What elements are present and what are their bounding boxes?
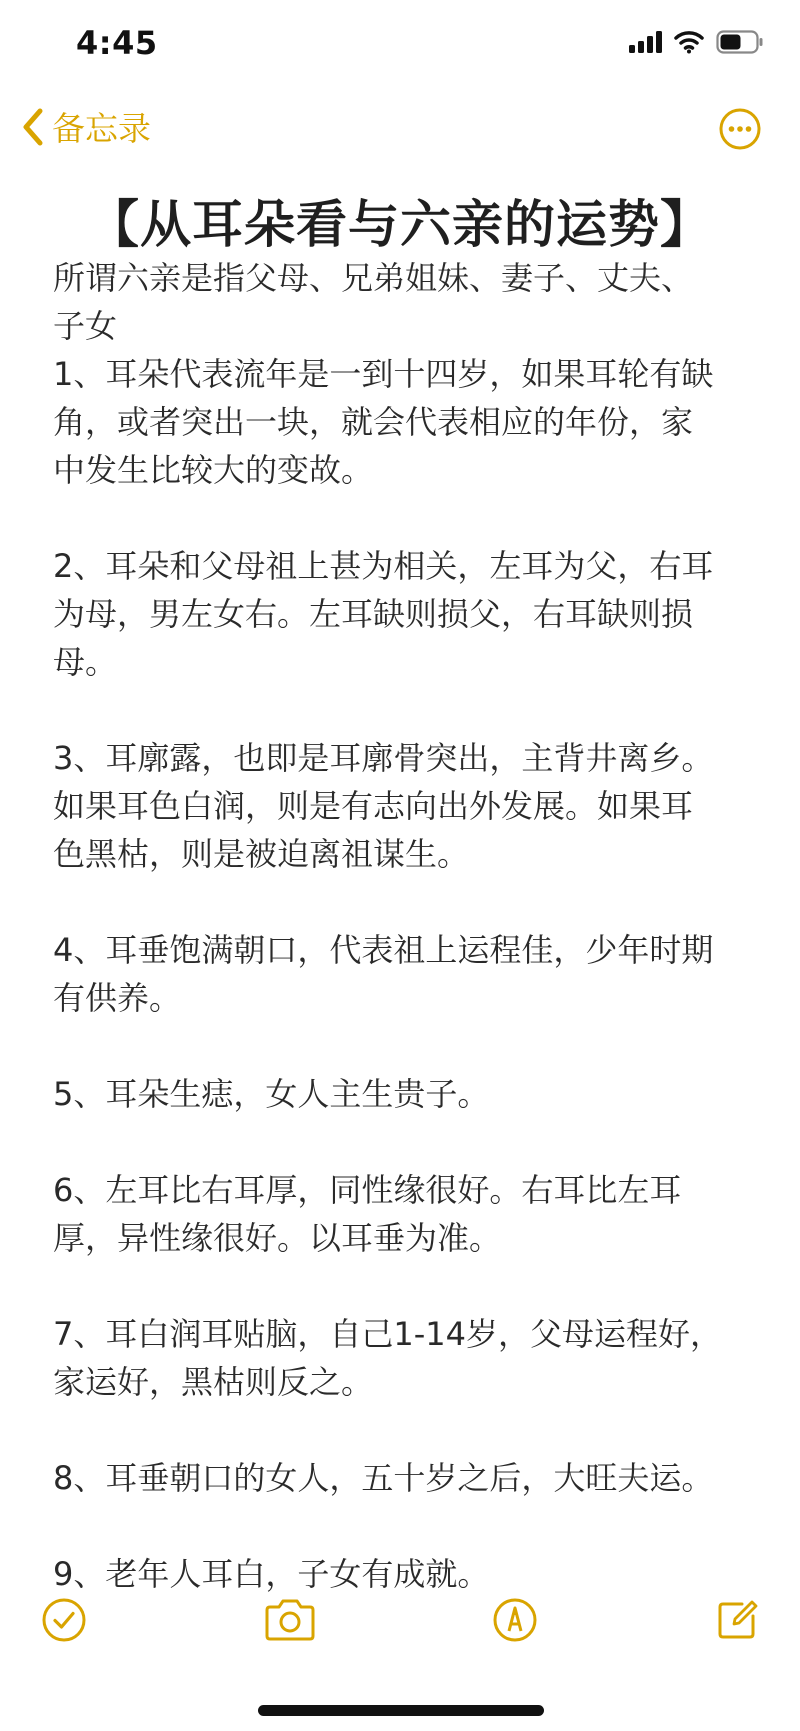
- more-icon: [718, 107, 762, 151]
- checklist-icon: [39, 1595, 89, 1645]
- compose-button[interactable]: [712, 1595, 762, 1645]
- back-label: 备忘录: [52, 109, 151, 148]
- back-button[interactable]: [22, 103, 151, 150]
- note-line: 1、耳朵代表流年是一到十四岁，如果耳轮有缺: [53, 355, 714, 393]
- checklist-button[interactable]: [39, 1595, 89, 1645]
- note-line: [53, 1262, 753, 1310]
- status-time: 4:45: [76, 24, 158, 62]
- note-title: 【从耳朵看与六亲的运势】: [87, 196, 712, 255]
- note-line: 8、耳垂朝口的女人，五十岁之后，大旺夫运。: [53, 1459, 714, 1497]
- more-button[interactable]: [718, 107, 762, 151]
- note-line: [53, 1406, 753, 1454]
- note-line: 4、耳垂饱满朝口，代表祖上运程佳，少年时期: [53, 931, 714, 969]
- note-line: 9、老年人耳白，子女有成就。: [53, 1555, 490, 1593]
- note-line: 如果耳色白润，则是有志向出外发展。如果耳: [53, 787, 694, 825]
- note-line: 角，或者突出一块，就会代表相应的年份，家: [53, 403, 694, 441]
- note-line: 2、耳朵和父母祖上甚为相关，左耳为父，右耳: [53, 547, 714, 585]
- note-line: [53, 1502, 753, 1550]
- compose-icon: [712, 1595, 762, 1645]
- note-line: [53, 1022, 753, 1070]
- note-body[interactable]: [53, 254, 753, 1598]
- note-line: [53, 1118, 753, 1166]
- note-line: 所谓六亲是指父母、兄弟姐妹、妻子、丈夫、: [53, 259, 694, 297]
- note-line: [53, 494, 753, 542]
- note-line: 厚，异性缘很好。以耳垂为准。: [53, 1219, 502, 1257]
- navigation-bar: [0, 95, 800, 165]
- note-line: 子女: [53, 307, 118, 345]
- note-line: [53, 878, 753, 926]
- note-line: 5、耳朵生痣，女人主生贵子。: [53, 1075, 490, 1113]
- battery-icon: [716, 30, 764, 54]
- signal-icon: [629, 31, 662, 53]
- bottom-toolbar: [0, 1595, 800, 1655]
- status-icons: [629, 30, 764, 54]
- note-line: 家运好，黑枯则反之。: [53, 1363, 374, 1401]
- wifi-icon: [674, 30, 704, 54]
- camera-icon: [262, 1595, 318, 1645]
- note-line: 3、耳廓露，也即是耳廓骨突出，主背井离乡。: [53, 739, 714, 777]
- note-line: 7、耳白润耳贴脑，自己1-14岁，父母运程好，: [53, 1315, 722, 1353]
- markup-button[interactable]: [490, 1595, 540, 1645]
- status-bar: [0, 0, 800, 90]
- camera-button[interactable]: [262, 1595, 318, 1645]
- note-line: [53, 686, 753, 734]
- markup-icon: [490, 1595, 540, 1645]
- chevron-left-icon: [22, 107, 44, 147]
- note-line: 为母，男左女右。左耳缺则损父，右耳缺则损: [53, 595, 694, 633]
- note-line: 中发生比较大的变故。: [53, 451, 374, 489]
- note-line: 6、左耳比右耳厚，同性缘很好。右耳比左耳: [53, 1171, 682, 1209]
- note-line: 色黑枯，则是被迫离祖谋生。: [53, 835, 470, 873]
- note-line: 有供养。: [53, 979, 182, 1017]
- home-indicator[interactable]: [258, 1705, 544, 1716]
- note-line: 母。: [53, 643, 118, 681]
